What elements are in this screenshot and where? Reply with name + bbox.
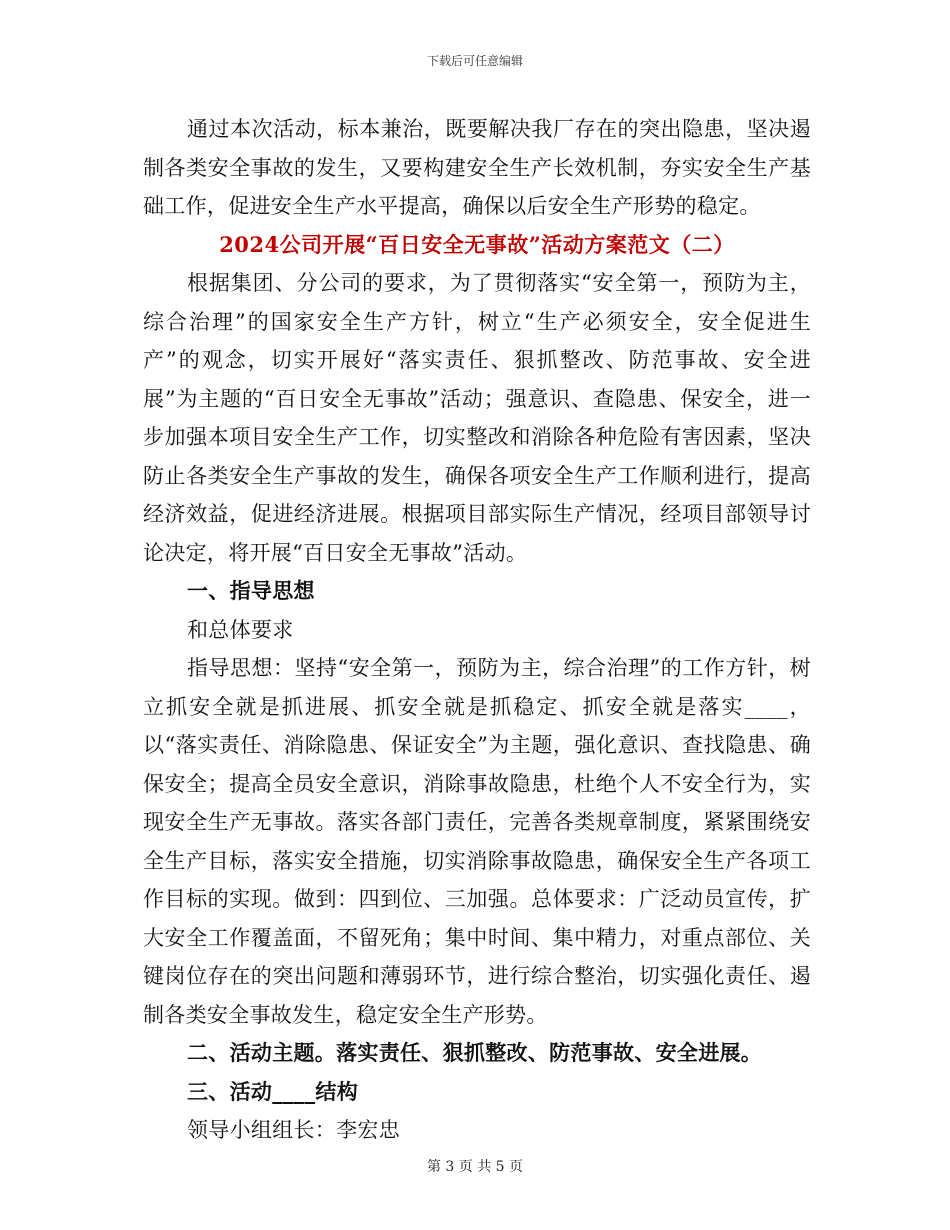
section-heading-2: 二、活动主题。落实责任、狠抓整改、防范事故、安全进展。 xyxy=(187,1040,763,1065)
paragraph-intro-conclusion: 通过本次活动，标本兼治，既要解决我厂存在的突出隐患，坚决遏制各类安全事故的发生，又要构建安全生产长效机制，夯实安全生产基础工作，促进安全生产水平提高，确保以后安全生产形势的稳定。 xyxy=(143,117,811,218)
paragraph-guiding-ideology: 指导思想：坚持“安全第一，预防为主，综合治理”的工作方针，树立抓安全就是抓进展、抓安全就是抓稳定、抓安全就是落实____，以“落实责任、消除隐患、保证安全”为主题，强化意识、查找隐患、确保安全；提高全员安全意识，消除事故隐患，杜绝个人不安全行为，实现安全生产无事故。落实各部门责任，完善各类规章制度，紧紧围绕安全生产目标，落实安全措施，切实消除事故隐患，确保安全生产各项工作目标的实现。做到：四到位、三加强。总体要求：广泛动员宣传，扩大安全工作覆盖面，不留死角；集中时间、集中精力，对重点部位、关键岗位存在的突出问题和薄弱环节，进行综合整治，切实强化责任、遏制各类安全事故发生，稳定安全生产形势。 xyxy=(143,656,811,1027)
paragraph-leader: 领导小组组长：李宏忠 xyxy=(187,1118,400,1142)
section-heading-1: 一、指导思想 xyxy=(187,578,315,603)
header-note: 下载后可任意编辑 xyxy=(426,54,523,68)
paragraph-background: 根据集团、分公司的要求，为了贯彻落实“安全第一，预防为主，综合治理”的国家安全生产方针，树立“生产必须安全，安全促进生产”的观念，切实开展好“落实责任、狠抓整改、防范事故、安全进展”为主题的“百日安全无事故”活动；强意识、查隐患、保安全，进一步加强本项目安全生产工作，切实整改和消除各种危险有害因素，坚决防止各类安全生产事故的发生，确保各项安全生产工作顺利进行，提高经济效益，促进经济进展。根据项目部实际生产情况，经项目部领导讨论决定，将开展“百日安全无事故”活动。 xyxy=(143,271,811,565)
section-heading-3: 三、活动____结构 xyxy=(187,1078,358,1104)
document-body xyxy=(143,110,811,1150)
paragraph-subheading: 和总体要求 xyxy=(187,617,294,642)
page-number: 第 3 页 共 5 页 xyxy=(426,1159,524,1175)
document-title: 2024公司开展“百日安全无事故”活动方案范文（二） xyxy=(219,231,735,257)
